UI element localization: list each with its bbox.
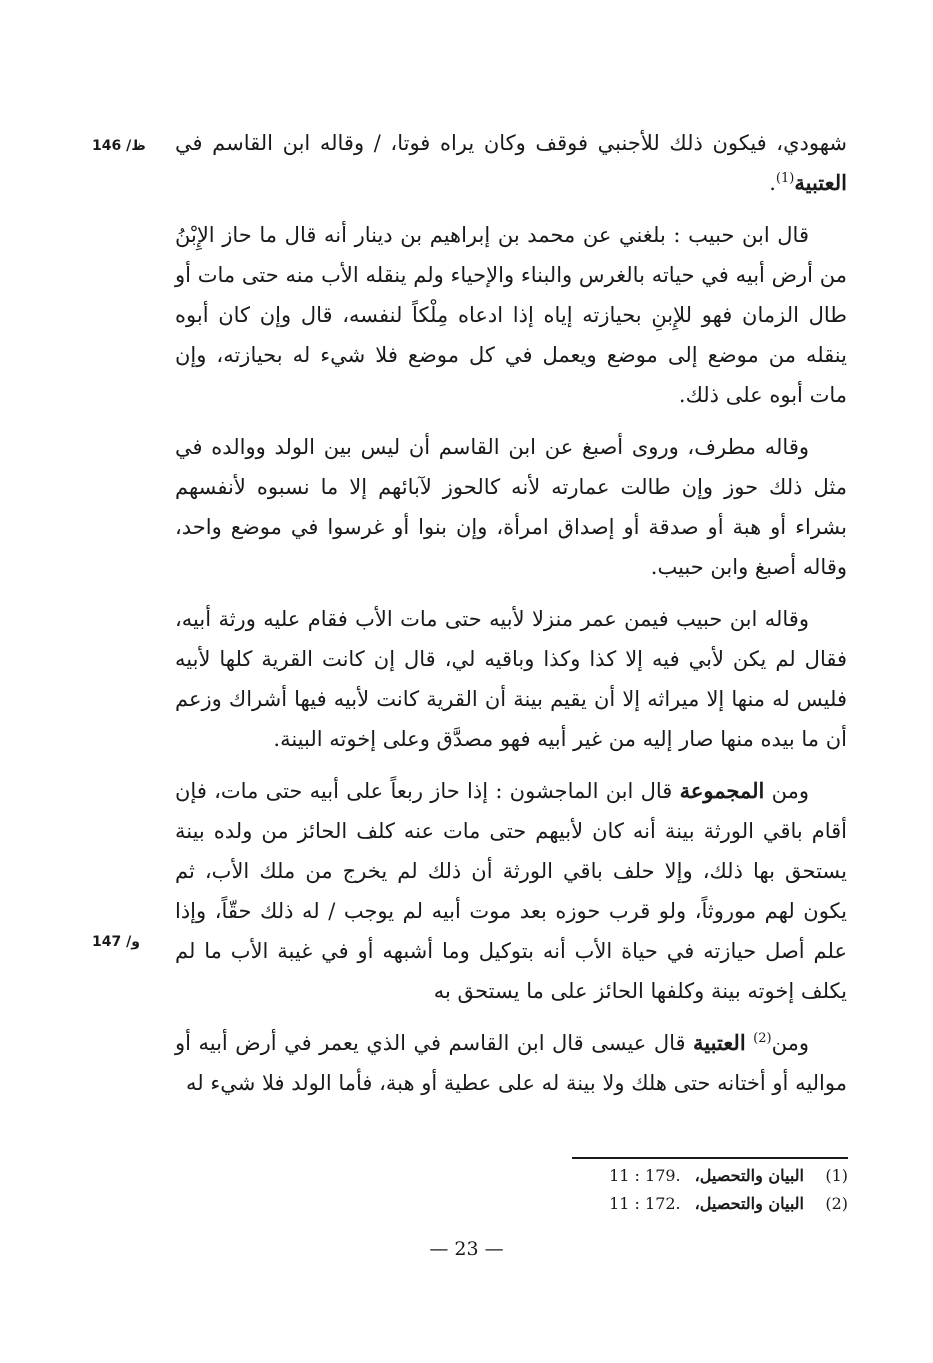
page-number: — 23 — [429, 1238, 504, 1260]
folio-marker-146: 146 /ظ [92, 138, 146, 154]
footnote-item [470, 1162, 848, 1190]
main-text [175, 123, 847, 1115]
paragraph-1: قال ابن حبيب : بلغني عن محمد بن إبراهيم بن دينار أنه قال ما حاز الإِبْنُ من أرض أبيه في حياته بالغرس والبناء والإحياء ولم ينقله الأب منه حتى مات أو طال الزمان فهو للإِبنِ بحيازته إياه إذا ادعاه مِلْكاً لنفسه، قال وإن كان أبوه ينقله من موضع إلى موضع ويعمل في كل موضع فلا شيء له بحيازته، وإن مات أبوه على ذلك. [175, 223, 847, 407]
footnote-reference: 11 : 179. [609, 1166, 681, 1185]
footnotes [470, 1162, 848, 1218]
paragraph-0-line: شهودي، فيكون ذلك للأجنبي فوقف وكان يراه فوتا، / وقاله ابن القاسم في [175, 131, 847, 155]
paragraph-5-book-title: العتبية [693, 1030, 746, 1055]
footnote-ref-2: (2) [753, 1031, 772, 1046]
paragraph-0-book-title: العتبية [794, 170, 847, 195]
footnote-item [470, 1190, 848, 1218]
paragraph-3: وقاله ابن حبيب فيمن عمر منزلا لأبيه حتى مات الأب فقام عليه ورثة أبيه، فقال لم يكن لأبي فيه إلا كذا وكذا وباقيه لي، قال إن كانت القرية كلها لأبيه فليس له منها إلا ميراثه إلا أن يقيم بينة أن القرية كانت لأبيه فيها أشراك وزعم أن ما بيده منها صار إليه من غير أبيه فهو مصدَّق وعلى إخوته البينة. [175, 607, 847, 751]
paragraph-0 [175, 123, 847, 203]
paragraph-4-start: ومن [771, 779, 809, 803]
footnote-ref-1: (1) [775, 171, 795, 186]
folio-marker-147: 147 /و [92, 934, 140, 950]
paragraph-5 [175, 1023, 847, 1103]
footnote-number: (2) [825, 1194, 848, 1213]
footnote-divider [572, 1157, 848, 1159]
footnote-number: (1) [825, 1166, 848, 1185]
footnote-source: البيان والتحصيل، [694, 1166, 804, 1185]
paragraph-4-book-title: المجموعة [679, 778, 765, 803]
footnote-reference: 11 : 172. [609, 1194, 681, 1213]
paragraph-4 [175, 771, 847, 1011]
paragraph-5-rest: قال عيسى قال ابن القاسم في الذي يعمر في أرض أبيه أو مواليه أو أختانه حتى هلك ولا بينة له على عطية أو هبة، فأما الولد فلا شيء له [175, 1031, 847, 1095]
footnote-source: البيان والتحصيل، [694, 1194, 804, 1213]
paragraph-0-end: . [769, 171, 776, 195]
paragraph-2: وقاله مطرف، وروى أصبغ عن ابن القاسم أن ليس بين الولد ووالده في مثل ذلك حوز وإن طالت عمارته لأنه كالحوز لآبائهم إلا ما نسبوه لأنفسهم بشراء أو هبة أو صدقة أو إصداق امرأة، وإن بنوا أو غرسوا في موضع واحد، وقاله أصبغ وابن حبيب. [175, 435, 847, 579]
paragraph-4-rest: قال ابن الماجشون : إذا حاز ربعاً على أبيه حتى مات، فإن أقام باقي الورثة بينة أنه كان لأبيهم حتى مات عنه كلف الحائز من ولده بينة يستحق بها ذلك، وإلا حلف باقي الورثة أن ذلك لم يخرج من ملك الأب، ثم يكون لهم موروثاً، ولو قرب حوزه بعد موت أبيه لم يوجب / له ذلك حقّاً، وإذا علم أصل حيازته في حياة الأب أنه بتوكيل وما أشبهه أو في غيبة الأب ما لم يكلف إخوته بينة وكلفها الحائز على ما يستحق به [175, 779, 847, 1003]
paragraph-5-start: ومن [771, 1031, 809, 1055]
